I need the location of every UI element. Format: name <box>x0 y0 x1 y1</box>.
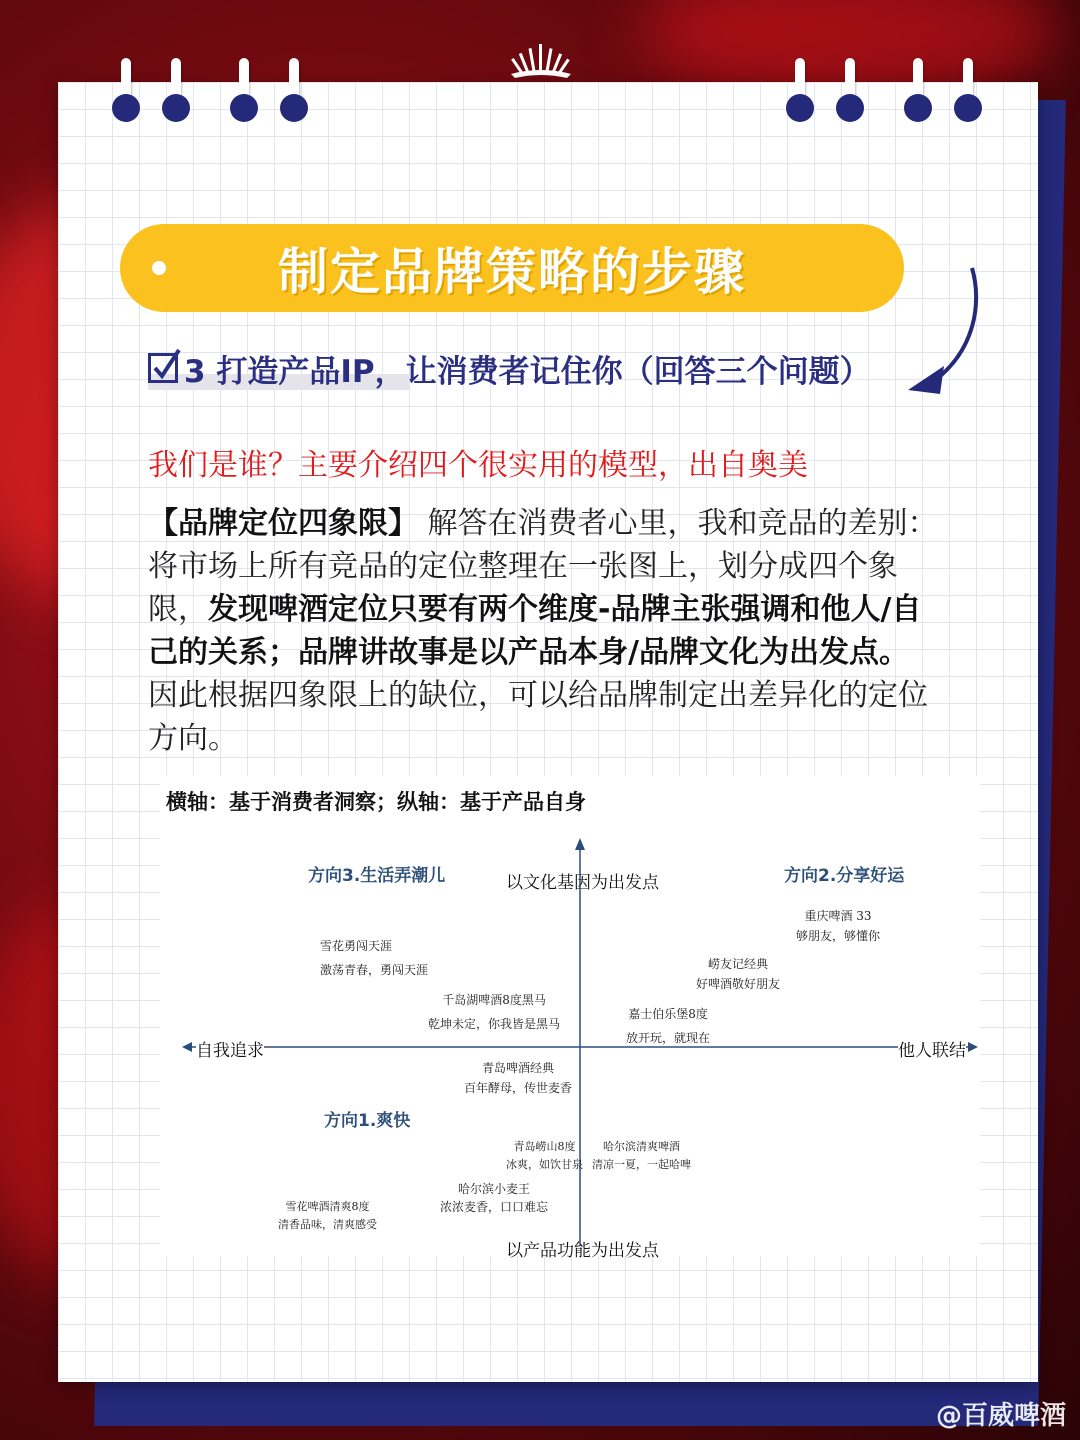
quadrant-label-3: 方向3.生活弄潮儿 <box>308 866 446 886</box>
axis-left-label: 自我追求 <box>196 1036 264 1061</box>
brand-entry: 青岛崂山8度 冰爽，如饮甘泉 <box>506 1140 583 1171</box>
title-banner <box>120 224 904 312</box>
arrow-left-icon <box>182 1042 192 1052</box>
checkbox-icon <box>148 353 178 383</box>
body-bracket-title: 【品牌定位四象限】 <box>148 506 418 541</box>
subtitle-row <box>148 338 871 398</box>
brand-entry: 哈尔滨清爽啤酒 清凉一夏，一起哈啤 <box>592 1140 691 1171</box>
brand-entry: 哈尔滨小麦王 浓浓麦香，口口难忘 <box>440 1182 549 1214</box>
intro-line: 我们是谁？主要介绍四个很实用的模型，出自奥美 <box>148 448 808 483</box>
axis-bottom-label: 以产品功能为出发点 <box>506 1241 659 1261</box>
curved-arrow-icon <box>900 262 990 402</box>
positioning-quadrant-chart <box>160 776 980 1261</box>
body-bold: 发现啤酒定位只要有两个维度-品牌主张强调和他人/自己的关系；品牌讲故事是以产品本身/品牌文化为出发点。 <box>148 592 922 670</box>
axis-top-label: 以文化基因为出发点 <box>506 873 659 893</box>
crown-icon <box>505 40 577 80</box>
quadrant-label-1: 方向1.爽快 <box>324 1111 411 1131</box>
brand-entry: 雪花啤酒清爽8度 清香品味，清爽感受 <box>278 1200 377 1231</box>
axis-right-label: 他人联结 <box>898 1036 966 1061</box>
brand-entry: 雪花勇闯天涯 激荡青春，勇闯天涯 <box>320 939 429 977</box>
arrow-right-icon <box>968 1042 978 1052</box>
chart-title: 横轴：基于消费者洞察；纵轴：基于产品自身 <box>166 790 586 814</box>
page-title: 制定品牌策略的步骤 <box>278 243 746 301</box>
brand-entry: 重庆啤酒 33 够朋友，够懂你 <box>796 909 881 943</box>
brand-entry: 千岛湖啤酒8度黑马 乾坤未定，你我皆是黑马 <box>428 993 561 1031</box>
quadrant-label-2: 方向2.分享好运 <box>784 866 905 886</box>
brand-entry: 青岛啤酒经典 百年酵母，传世麦香 <box>464 1061 573 1095</box>
arrow-up-icon <box>575 838 585 850</box>
body-part1: 解答在消费者心里，我和竞品的差别：将市场上所有竞品的定位整理在一张图上，划分成四个象限， <box>148 506 938 627</box>
brand-entry: 嘉士伯乐堡8度 放开玩，就现在 <box>626 1007 711 1045</box>
subtitle-text: 3 打造产品IP，让消费者记住你（回答三个问题） <box>184 353 871 390</box>
quadrant-axes <box>160 776 980 1256</box>
bullet-dot <box>152 261 166 275</box>
brand-entry: 崂友记经典 好啤酒敬好朋友 <box>696 957 781 991</box>
body-part2: 因此根据四象限上的缺位，可以给品牌制定出差异化的定位方向。 <box>148 678 928 756</box>
body-paragraph <box>148 502 938 760</box>
watermark: @百威啤酒 <box>935 1401 1066 1431</box>
